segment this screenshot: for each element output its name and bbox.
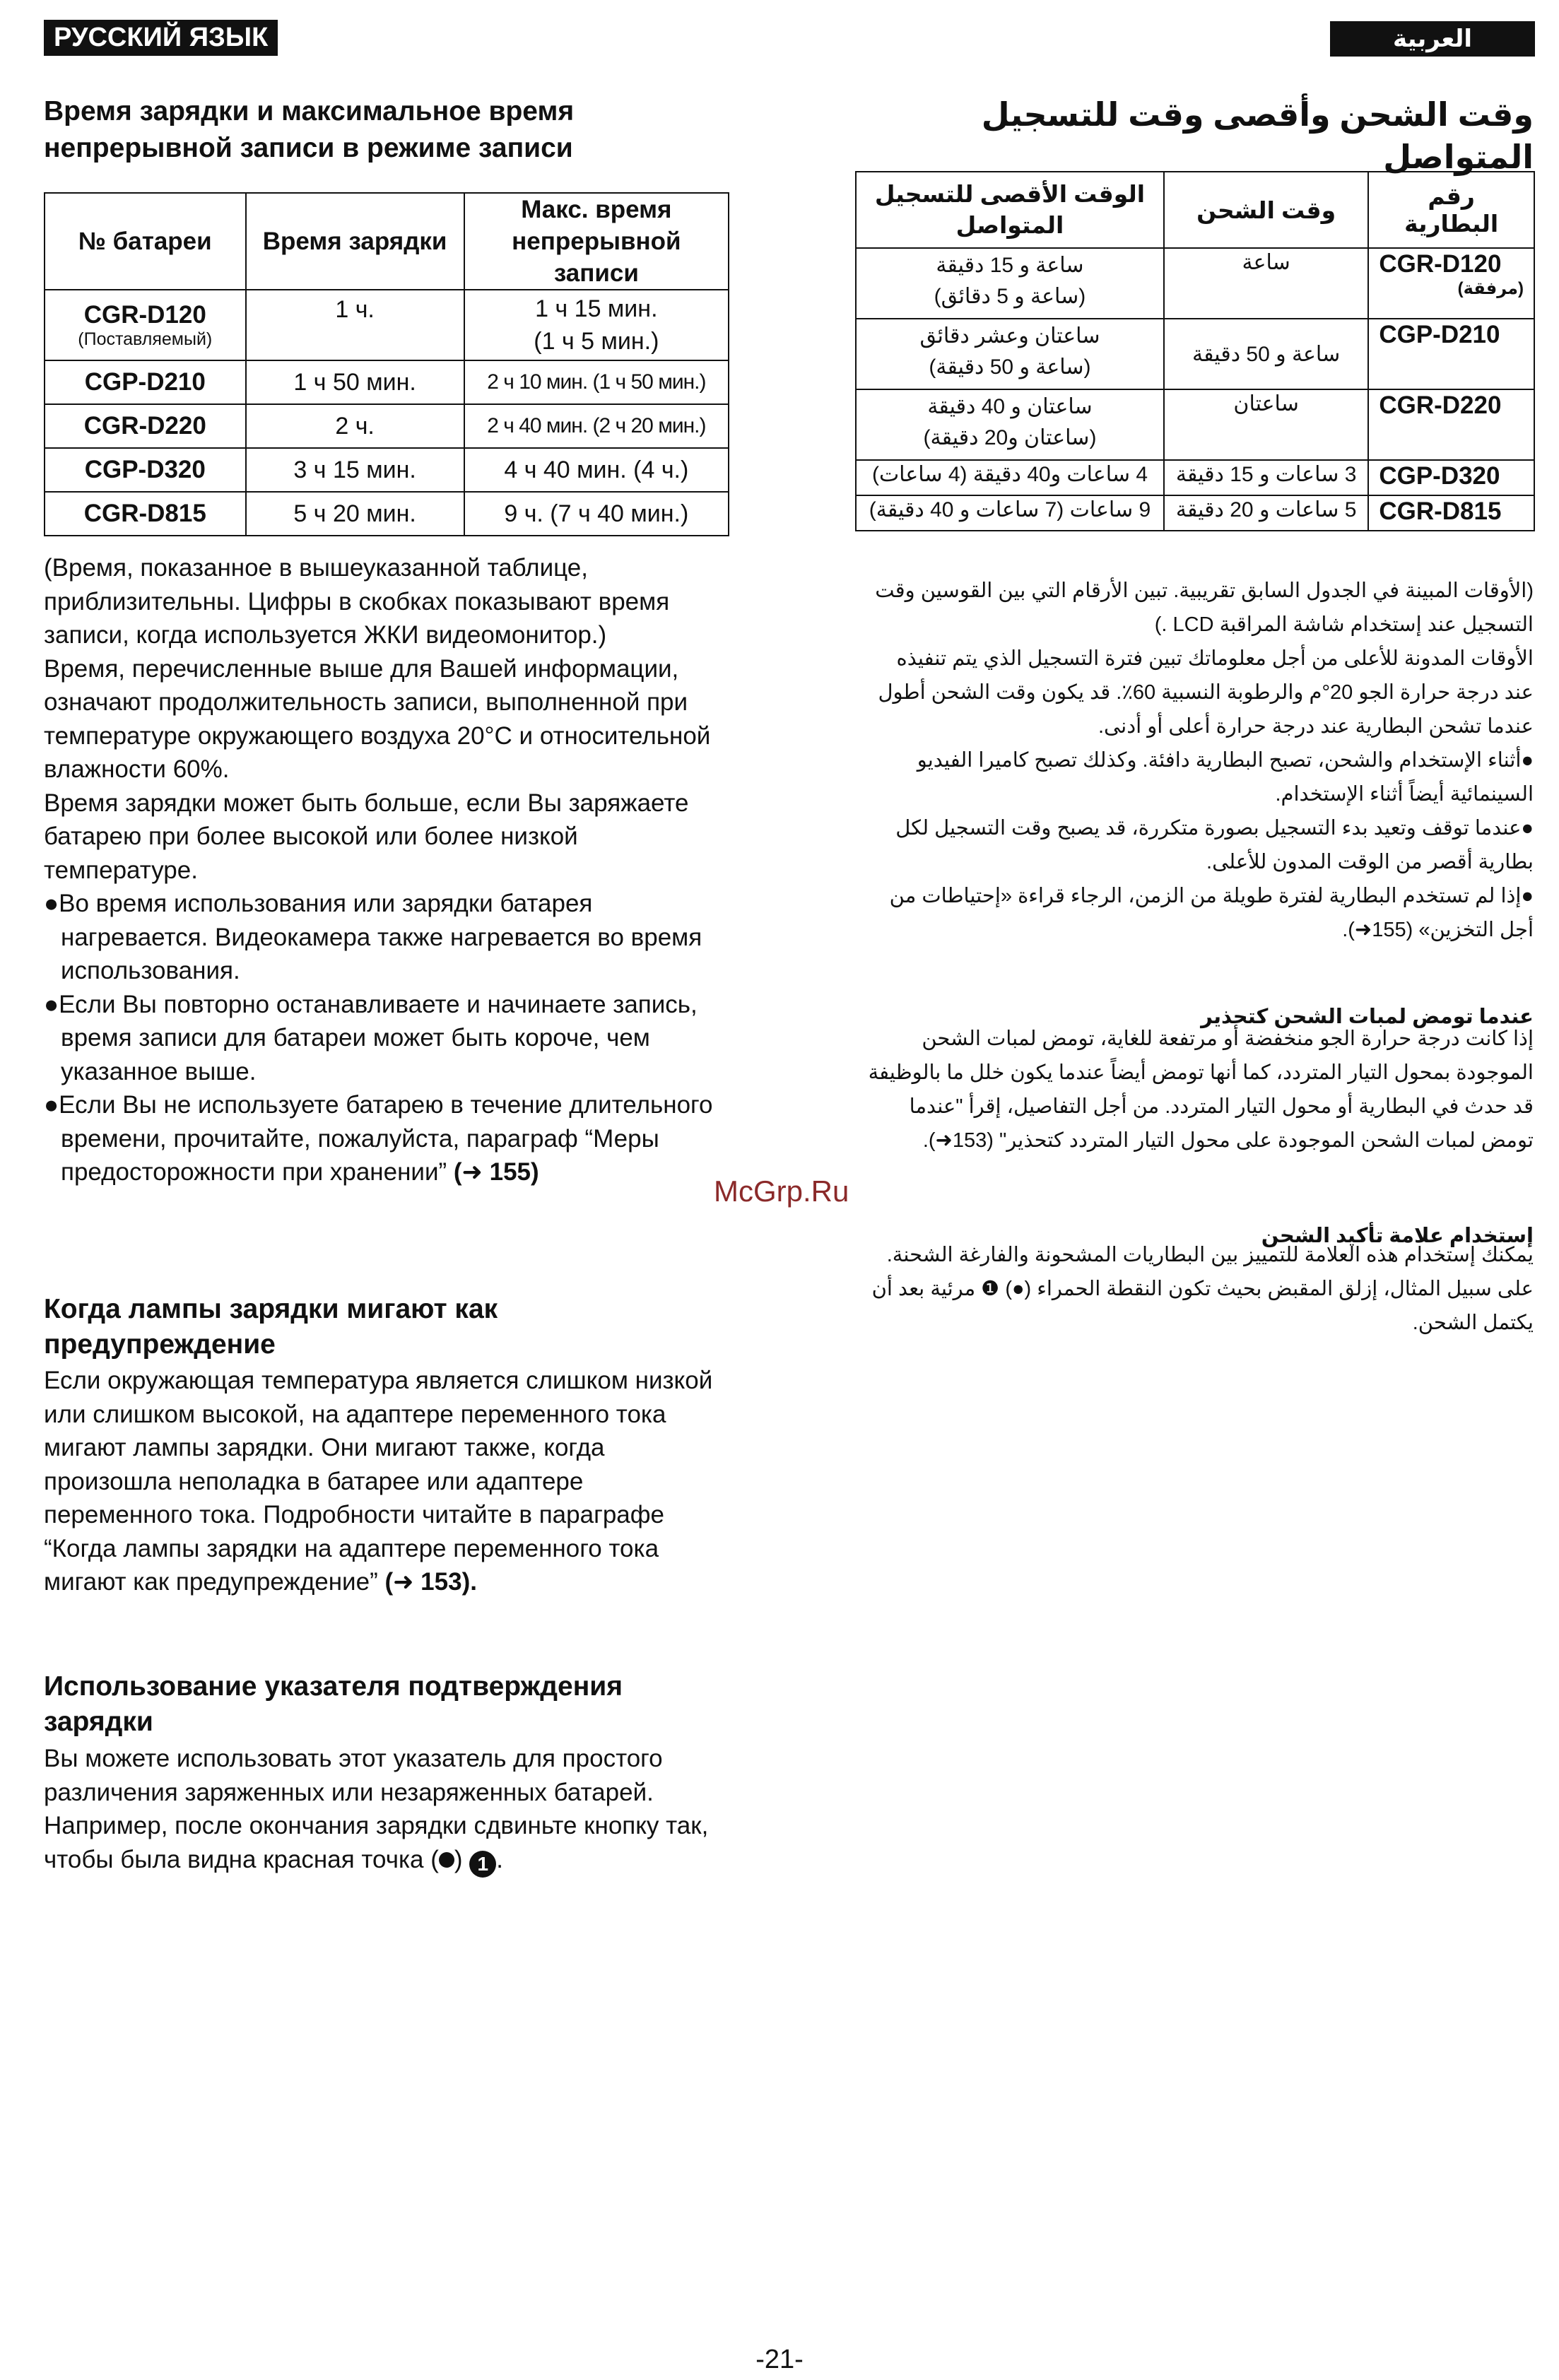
battery-model: CGR-D815 <box>45 492 246 536</box>
watermark: McGrp.Ru <box>714 1174 849 1208</box>
table-header-cell: رقم البطارية <box>1368 172 1534 248</box>
table-row <box>45 404 729 448</box>
table-header-cell: № батареи <box>45 193 246 290</box>
ru-note-approx: (Время, показанное в вышеуказанной таблице, приблизительны. Цифры в скобках показывают время записи, когда используется ЖКИ видеомонитор.) <box>44 554 670 649</box>
battery-note: (مرفقة) <box>1457 279 1524 298</box>
ar-note-conditions: الأوقات المدونة للأعلى من أجل معلوماتك تبين فترة التسجيل الذي يتم تنفيذه عند درجة حرارة الجو 20°م والرطوبة النسبية 60٪. قد يكون وقت الشحن أطول عندما تشحن البطارية عند درجة حرارة أعلى أو أدنى. <box>878 647 1534 738</box>
battery-model-cell <box>45 290 246 360</box>
table-header-cell: الوقت الأقصى للتسجيل المتواصل <box>856 172 1164 248</box>
max-record-cell <box>856 248 1164 319</box>
table-row <box>45 448 729 492</box>
ar-note-approx: (الأوقات المبينة في الجدول السابق تقريبية. تبين الأرقام التي بين القوسين وقت التسجيل عند إستخدام شاشة المراقبة LCD .) <box>875 579 1534 636</box>
battery-model: CGR-D120 <box>83 300 206 329</box>
battery-note: (Поставляемый) <box>78 329 213 349</box>
ru-bullet-storage <box>44 1088 729 1189</box>
table-row <box>856 460 1534 495</box>
max-record-lcd: (ساعة و 5 دقائق) <box>934 285 1086 308</box>
max-record-time: 2 ч 10 мин. (1 ч 50 мин.) <box>464 360 729 404</box>
ru-heading-charge-indicator: Использование указателя подтверждения зарядки <box>44 1671 623 1737</box>
ru-indicator-text: Вы можете использовать этот указатель для простого различения заряженных или незаряженных батарей. Например, после окончания зарядки сдвиньте кнопку так, чтобы была видна красная точка ( <box>44 1745 709 1873</box>
ru-section-title: Время зарядки и максимальное время непрерывной записи в режиме записи <box>44 96 575 163</box>
battery-model: CGR-D220 <box>1368 389 1534 460</box>
ar-heading-charge-indicator: إستخدام علامة تأكيد الشحن <box>1261 1225 1534 1247</box>
charge-time: ساعة و 50 دقيقة <box>1164 319 1368 389</box>
table-header-cell: Макс. время непрерывной записи <box>464 193 729 290</box>
language-label-russian: РУССКИЙ ЯЗЫК <box>44 20 278 56</box>
ru-notes <box>44 551 729 1189</box>
charge-time: 5 ч 20 мин. <box>246 492 464 536</box>
ru-charging-table <box>44 192 729 536</box>
battery-model: CGP-D320 <box>1368 460 1534 495</box>
charge-time-cell <box>246 290 464 360</box>
charge-time: 1 ч 50 мин. <box>246 360 464 404</box>
ar-bullet-storage: ●إذا لم تستخدم البطارية لفترة طويلة من الزمن، الرجاء قراءة «إحتياطات من أجل التخزين» (155➜). <box>889 885 1534 941</box>
ar-heading-blink-warning: عندما تومض لمبات الشحن كتحذير <box>1201 1006 1534 1028</box>
ru-note-conditions: Время, перечисленные выше для Вашей информации, означают продолжительность записи, выполненной при температуре окружающего воздуха 20°C и относительной влажности 60%. <box>44 654 711 783</box>
table-header-cell: Время зарядки <box>246 193 464 290</box>
table-header-row <box>856 172 1534 248</box>
table-header-row <box>45 193 729 290</box>
table-row <box>45 492 729 536</box>
max-record-cell <box>856 389 1164 460</box>
max-record-time: 2 ч 40 мин. (2 ч 20 мин.) <box>464 404 729 448</box>
battery-model: CGR-D220 <box>45 404 246 448</box>
battery-model: CGR-D120 <box>1379 250 1502 278</box>
charge-time: ساعة <box>1164 248 1368 319</box>
ru-bullet-storage-text: ●Если Вы не используете батарею в течение длительного времени, прочитайте, пожалуйста, параграф “Меры предосторожности при хранении” <box>44 1091 713 1186</box>
charge-time: 3 ساعات و 15 دقيقة <box>1164 460 1368 495</box>
battery-model: CGP-D210 <box>1368 319 1534 389</box>
ar-blink-body <box>862 1022 1534 1157</box>
max-record-time: ساعتان و 40 دقيقة <box>927 395 1093 418</box>
page-reference-link[interactable]: (➜ 155) <box>453 1158 539 1186</box>
charge-time: 3 ч 15 мин. <box>246 448 464 492</box>
ru-heading-blink-warning: Когда лампы зарядки мигают как предупреждение <box>44 1294 498 1360</box>
page-number: -21- <box>755 2345 804 2374</box>
callout-number-icon: 1 <box>469 1851 496 1878</box>
table-row <box>45 290 729 360</box>
charge-time: 2 ч. <box>246 404 464 448</box>
charge-time: ساعتان <box>1164 389 1368 460</box>
max-record-time: 9 ساعات (7 ساعات و 40 دقيقة) <box>856 495 1164 531</box>
ru-bullet-warm: ●Во время использования или зарядки батарея нагревается. Видеокамера также нагревается во время использования. <box>44 890 702 984</box>
ru-bullet-restart: ●Если Вы повторно останавливаете и начинаете запись, время записи для батареи может быть короче, чем указанное выше. <box>44 990 698 1085</box>
max-record-time: 9 ч. (7 ч 40 мин.) <box>464 492 729 536</box>
language-label-arabic: العربية <box>1330 21 1535 57</box>
ar-indicator-text: يمكنك إستخدام هذه العلامة للتمييز بين البطاريات المشحونة والفارغة الشحنة. على سبيل المثال، إزلق المقبض بحيث تكون النقطة الحمراء (●) ❶ مرئية بعد أن يكتمل الشحن. <box>871 1244 1534 1334</box>
max-record-time: ساعتان وعشر دقائق <box>919 324 1100 348</box>
max-record-time: ساعة و 15 دقيقة <box>936 254 1084 277</box>
charge-time: 1 ч. <box>335 296 375 323</box>
ar-bullet-restart: ●عندما توقف وتعيد بدء التسجيل بصورة متكررة، قد يصبح وقت التسجيل لكل بطارية أقصر من الوقت المدون للأعلى. <box>895 817 1534 873</box>
page-reference-link[interactable]: (➜ 153). <box>384 1568 477 1596</box>
charge-time: 5 ساعات و 20 دقيقة <box>1164 495 1368 531</box>
max-record-lcd: (ساعة و 50 دقيقة) <box>929 355 1091 379</box>
table-header-cell: وقت الشحن <box>1164 172 1368 248</box>
table-row <box>856 248 1534 319</box>
ru-note-temperature: Время зарядки может быть больше, если Вы заряжаете батарею при более высокой или более низкой температуре. <box>44 789 689 884</box>
table-row <box>856 319 1534 389</box>
ar-blink-text: إذا كانت درجة حرارة الجو منخفضة أو مرتفعة للغاية، تومض لمبات الشحن الموجودة بمحول التيار المتردد، كما أنها تومض أيضاً عندما يكون خلل ما بالوظيفة قد حدث في البطارية أو محول التيار المتردد. من أجل التفاصيل، إقرأ "عندما تومض لمبات الشحن الموجودة على محول التيار المتردد كتحذير" (153➜). <box>868 1027 1534 1152</box>
ar-notes <box>862 574 1534 947</box>
table-row <box>45 360 729 404</box>
max-record-lcd: (1 ч 5 мин.) <box>534 328 659 355</box>
max-record-cell <box>856 319 1164 389</box>
max-record-time: 4 ساعات و40 دقيقة (4 ساعات) <box>856 460 1164 495</box>
max-record-lcd: (ساعتان و20 دقيقة) <box>923 426 1097 449</box>
battery-model: CGP-D210 <box>45 360 246 404</box>
ar-section-title: وقت الشحن وأقصى وقت للتسجيل المتواصل <box>981 96 1534 175</box>
table-row <box>856 389 1534 460</box>
red-dot-icon <box>439 1852 454 1868</box>
ru-indicator-text-end: ) <box>454 1845 463 1873</box>
battery-model: CGP-D320 <box>45 448 246 492</box>
max-record-time: 1 ч 15 мин. <box>535 295 658 322</box>
table-row <box>856 495 1534 531</box>
max-record-time: 4 ч 40 мин. (4 ч.) <box>464 448 729 492</box>
max-record-cell <box>464 290 729 360</box>
ar-charging-table <box>855 171 1535 531</box>
ru-blink-text: Если окружающая температура является слишком низкой или слишком высокой, на адаптере переменного тока мигают лампы зарядки. Они мигают также, когда произошла неполадка в батарее или адаптере переменного тока. Подробности читайте в параграфе “Когда лампы зарядки на адаптере переменного тока мигают как предупреждение” <box>44 1367 713 1596</box>
ru-blink-body <box>44 1364 729 1599</box>
ar-bullet-warm: ●أثناء الإستخدام والشحن، تصبح البطارية دافئة. وكذلك تصبح كاميرا الفيديو السينمائية أيضاً أثناء الإستخدام. <box>917 749 1534 806</box>
ru-indicator-body: Вы можете использовать этот указатель для простого различения заряженных или незаряженных батарей. Например, после окончания зарядки сдвиньте кнопку так, чтобы была видна красная точка ( ) 1 . <box>44 1742 729 1878</box>
battery-model: CGR-D815 <box>1368 495 1534 531</box>
ar-indicator-body <box>862 1238 1534 1340</box>
battery-model-cell <box>1368 248 1534 319</box>
